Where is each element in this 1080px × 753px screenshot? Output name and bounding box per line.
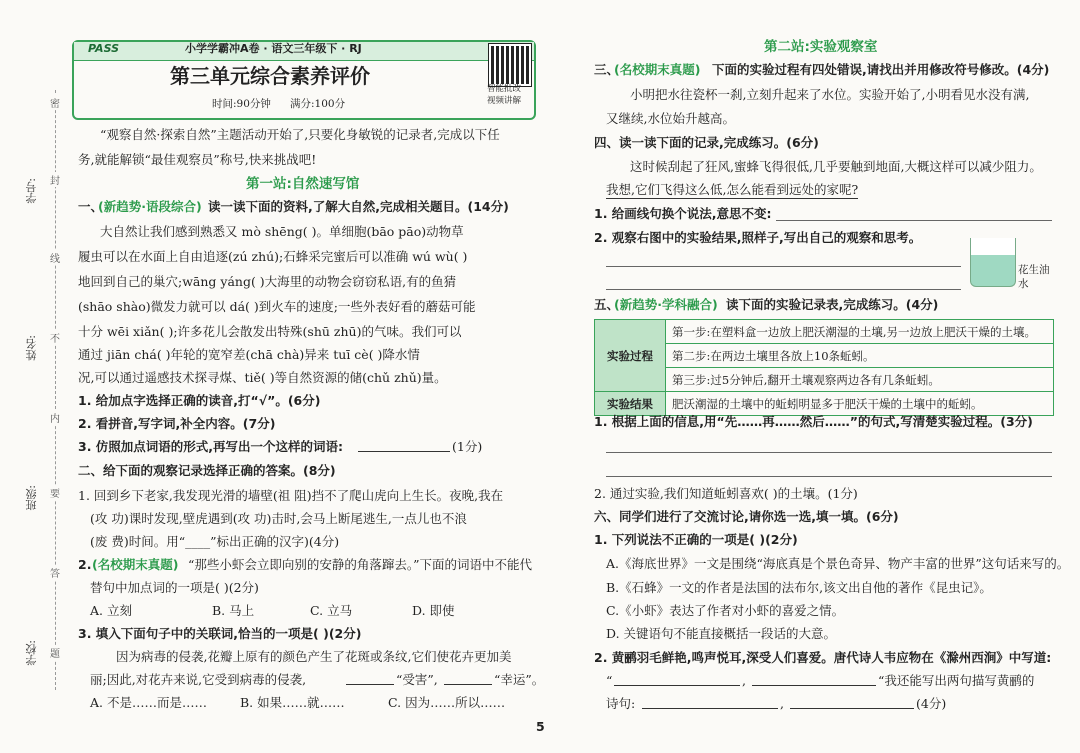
step-cell: 第三步:过5分钟后,翻开土壤观察两边各有几条蚯蚓。 — [666, 368, 1054, 392]
quote-open: “ — [606, 673, 613, 688]
binding-margin — [0, 0, 70, 753]
question-line: (废 费)时间。用“____”标出正确的汉字)(4分) — [90, 534, 340, 549]
sub-question: 2. 看拼音,写字词,补全内容。(7分) — [78, 416, 276, 431]
step-cell: 第二步:在两边土壤里各放上10条蚯蚓。 — [666, 344, 1054, 368]
option-a[interactable]: A. 不是……而是…… — [90, 695, 207, 710]
option-d[interactable]: D. 即使 — [412, 603, 455, 618]
comma: , — [780, 696, 784, 711]
question-line: 小明把水往瓷杯一刹,立刻升起来了水位。实验开始了,小明看见水没有满, — [630, 87, 1030, 102]
brand-logo: PASS — [88, 42, 120, 55]
answer-blank[interactable] — [790, 708, 914, 709]
answer-line[interactable] — [606, 476, 1052, 477]
score-note: (1分) — [452, 439, 483, 454]
option-b[interactable]: B. 马上 — [212, 603, 255, 618]
answer-blank[interactable] — [444, 684, 492, 685]
passage-line: 地回到自己的巢穴;wāng yáng( )大海里的动物会窃窃私语,有的鱼猜 — [78, 274, 457, 289]
question-tag: (新趋势·语段综合) — [98, 199, 202, 214]
answer-blank[interactable] — [642, 708, 778, 709]
underlined-sentence: 我想,它们飞得这么低,怎么能看到远处的家呢? — [606, 182, 859, 197]
question-line: 1. 回到乡下老家,我发现光滑的墙壁(祖 阻)挡不了爬山虎向上生长。夜晚,我在 — [78, 488, 504, 503]
option-a[interactable]: A.《海底世界》一文是围绕“海底真是个景色奇异、物产丰富的世界”这句话来写的。 — [606, 556, 1070, 571]
intro-text: “观察自然·探索自然”主题活动开始了,只要化身敏锐的记录者,完成以下任 — [100, 127, 500, 142]
series-title: 小学学霸冲A卷 · 语文三年级下 · RJ — [185, 42, 362, 55]
question-4-title: 四、读一读下面的记录,完成练习。(6分) — [594, 135, 819, 150]
question-line: 这时候刮起了狂风,蜜蜂飞得很低,几乎要触到地面,大概这样可以减少阻力。 — [630, 159, 1042, 174]
question-line: (攻 功)课时发现,壁虎遇到(攻 功)击时,会马上断尾逃生,一点儿也不浪 — [90, 511, 467, 526]
passage-line: 况,可以通过遥感技术探寻煤、tiě( )等自然资源的储(chǔ zhǔ)量。 — [78, 370, 447, 385]
question-line: 丽;因此,对花卉来说,它受到病毒的侵袭, — [90, 672, 307, 687]
experiment-record-table — [594, 319, 1054, 416]
answer-blank[interactable] — [358, 451, 450, 452]
question-line: “受害”, — [396, 672, 438, 687]
cut-mark: 题 — [50, 645, 60, 660]
class-label: 班级: — [25, 485, 38, 511]
sub-question: 3. 仿照加点词语的形式,再写出一个这样的词语: — [78, 439, 344, 454]
exam-title: 第三单元综合素养评价 — [170, 64, 370, 88]
answer-line[interactable] — [606, 289, 961, 290]
comma: , — [742, 673, 746, 688]
question-tag: (新趋势·学科融合) — [614, 297, 718, 312]
cut-mark: 不 — [50, 330, 60, 345]
cup-label: 花生油 — [1018, 264, 1050, 276]
qr-code-icon[interactable] — [489, 44, 531, 86]
cut-mark: 线 — [50, 250, 60, 265]
option-b[interactable]: B. 如果……就…… — [240, 695, 345, 710]
question-1-number: 一、 — [78, 199, 104, 214]
step-cell: 第一步:在塑料盒一边放上肥沃潮湿的土壤,另一边放上肥沃干燥的土壤。 — [666, 320, 1054, 344]
intro-text: 务,就能解锁“最佳观察员”称号,快来挑战吧! — [78, 152, 317, 167]
process-header: 实验过程 — [595, 320, 666, 392]
answer-line[interactable] — [606, 452, 1052, 453]
cut-mark: 内 — [50, 410, 60, 425]
sub-question: 2. 黄鹂羽毛鲜艳,鸣声悦耳,深受人们喜爱。唐代诗人韦应物在《滁州西涧》中写道: — [594, 650, 1052, 665]
qr-caption: 视频讲解 — [487, 96, 522, 106]
full-score: 满分:100分 — [290, 98, 346, 110]
question-line: “那些小虾会立即向别的安静的角落蹿去。”下面的词语中不能代 — [188, 557, 533, 572]
school-label: 学校: — [25, 640, 38, 666]
question-5-title: 读下面的实验记录表,完成练习。(4分) — [726, 297, 939, 312]
answer-line[interactable] — [776, 220, 1052, 221]
question-tag: (名校期末真题) — [92, 557, 179, 572]
oil-water-cup-icon — [970, 238, 1016, 287]
name-label: 姓名: — [25, 335, 38, 361]
station-2-title: 第二站:实验观察室 — [764, 39, 878, 55]
option-c[interactable]: C.《小虾》表达了作者对小虾的喜爱之情。 — [606, 603, 845, 618]
option-d[interactable]: D. 关键语句不能直接概括一段话的大意。 — [606, 626, 837, 641]
answer-blank[interactable] — [346, 684, 394, 685]
sub-question: 1. 根据上面的信息,用“先……再……然后……”的句式,写清楚实验过程。(3分) — [594, 414, 1033, 429]
question-3-title: 下面的实验过程有四处错误,请找出并用修改符号修改。(4分) — [712, 62, 1050, 77]
cut-mark: 要 — [50, 485, 60, 500]
option-c[interactable]: C. 立马 — [310, 603, 353, 618]
option-b[interactable]: B.《石蜂》一文的作者是法国的法布尔,该文出自他的著作《昆虫记》。 — [606, 580, 992, 595]
cut-mark: 答 — [50, 565, 60, 580]
result-header: 实验结果 — [595, 392, 666, 416]
cut-mark: 封 — [50, 172, 60, 187]
sub-question: 2. 通过实验,我们知道蚯蚓喜欢( )的土壤。(1分) — [594, 486, 858, 501]
question-line: “我还能写出两句描写黄鹂的 — [878, 673, 1035, 688]
option-c[interactable]: C. 因为……所以…… — [388, 695, 506, 710]
question-line: 又继续,水位始升越高。 — [606, 111, 735, 126]
passage-line: (shāo shào)微发力就可以 dá( )到火车的速度;一些外表好看的蘑菇可能 — [78, 299, 476, 314]
sub-question: 1. 下列说法不正确的一项是( )(2分) — [594, 532, 798, 547]
passage-line: 十分 wēi xiǎn( );许多花儿会散发出特殊(shū zhū)的气味。我们可以 — [78, 324, 462, 339]
question-tag: (名校期末真题) — [614, 62, 701, 77]
passage-line: 通过 jiān chá( )年轮的宽窄差(chā chà)异来 tuī cè( )降水情 — [78, 347, 420, 362]
question-line: 替句中加点词的一项是( )(2分) — [90, 580, 259, 595]
time-limit: 时间:90分钟 — [212, 98, 271, 110]
sub-question: 2. 观察右图中的实验结果,照样子,写出自己的观察和思考。 — [594, 230, 922, 245]
question-1-title: 读一读下面的资料,了解大自然,完成相关题目。(14分) — [208, 199, 509, 214]
station-1-title: 第一站:自然速写馆 — [246, 176, 360, 192]
sub-question-number: 2. — [78, 557, 92, 572]
option-a[interactable]: A. 立刻 — [90, 603, 132, 618]
sub-question: 1. 给画线句换个说法,意思不变: — [594, 206, 772, 221]
answer-blank[interactable] — [614, 685, 740, 686]
question-3-number: 三、 — [594, 62, 620, 77]
question-2-title: 二、给下面的观察记录选择正确的答案。(8分) — [78, 463, 336, 478]
cup-label: 水 — [1018, 278, 1029, 290]
question-line: “幸运”。 — [494, 672, 545, 687]
question-line: 因为病毒的侵袭,花瓣上原有的颜色产生了花斑或条纹,它们使花卉更加美 — [116, 649, 512, 664]
sub-question: 3. 填入下面句子中的关联词,恰当的一项是( )(2分) — [78, 626, 362, 641]
answer-blank[interactable] — [752, 685, 876, 686]
student-no-label: 学号: — [25, 178, 38, 204]
passage-line: 大自然让我们感到熟悉又 mò shēng( )。单细胞(bāo pāo)动物草 — [100, 224, 464, 239]
passage-line: 履虫可以在水面上自由追逐(zú zhú);石蜂采完蜜后可以准确 wú wù( ) — [78, 249, 468, 264]
qr-caption: 智能批改 — [487, 84, 522, 94]
answer-line[interactable] — [606, 266, 961, 267]
sub-question: 1. 给加点字选择正确的读音,打“√”。(6分) — [78, 393, 321, 408]
question-line: 诗句: — [606, 696, 636, 711]
result-cell: 肥沃潮湿的土壤中的蚯蚓明显多于肥沃干燥的土壤中的蚯蚓。 — [666, 392, 1054, 416]
score-note: (4分) — [916, 696, 947, 711]
question-6-title: 六、同学们进行了交流讨论,请你选一选,填一填。(6分) — [594, 509, 899, 524]
cut-mark: 密 — [50, 95, 60, 110]
page-number: 5 — [536, 719, 545, 734]
question-5-number: 五、 — [594, 297, 620, 312]
